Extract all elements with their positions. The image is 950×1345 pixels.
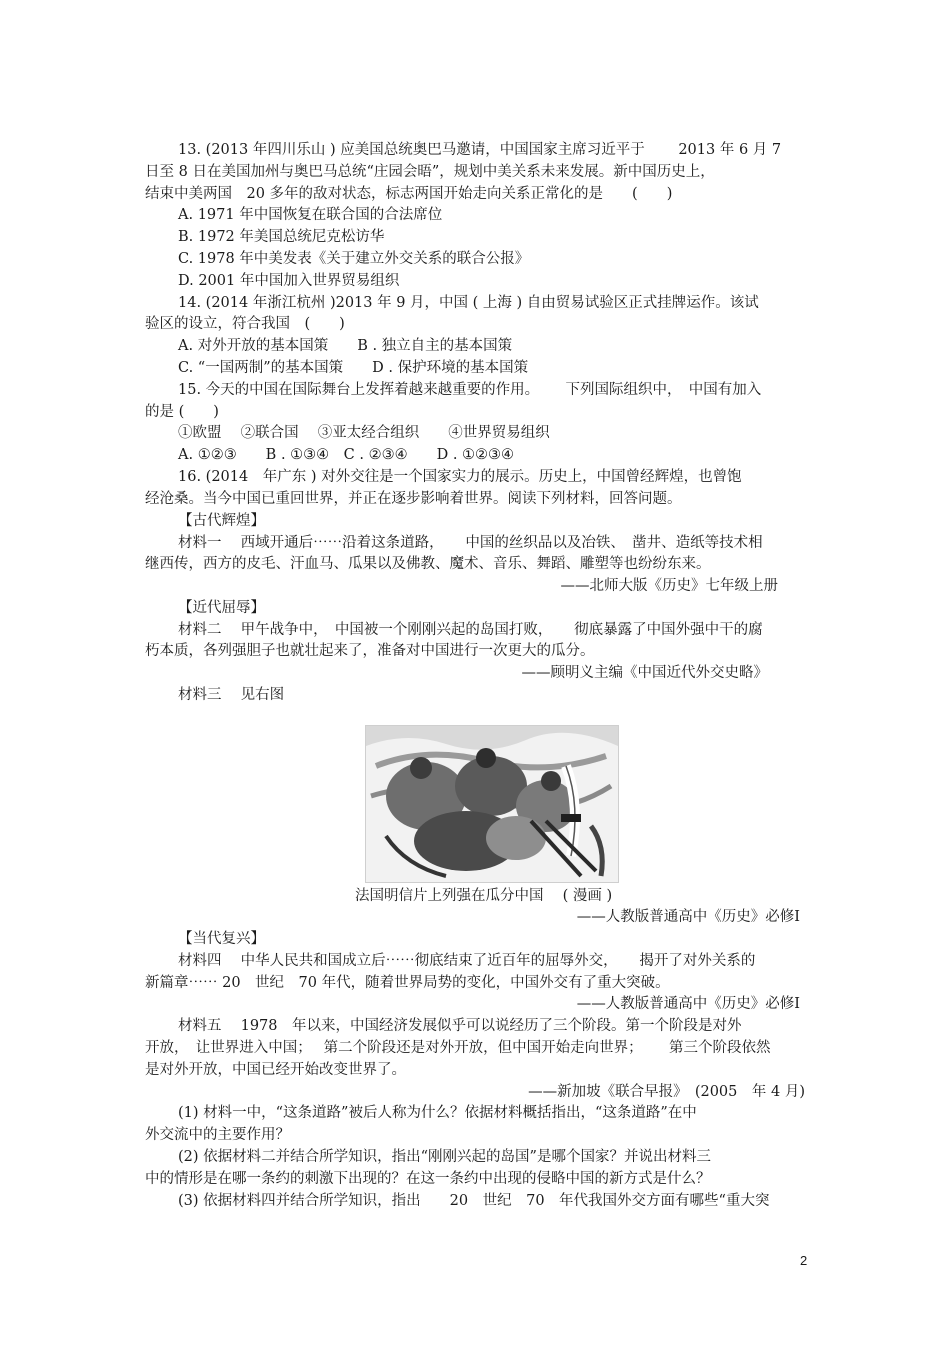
q13-option-c: C. 1978 年中美发表《关于建立外交关系的联合公报》 [178,251,530,267]
q14-options-cd: C. “一国两制”的基本国策 D . 保护环境的基本国策 [178,360,529,376]
q16-sub2-line-2: 中的情形是在哪一条约的刺激下出现的？在这一条约中出现的侵略中国的新方式是什么？ [145,1171,711,1187]
q16-sub1-line-2: 外交流中的主要作用？ [145,1127,290,1143]
material-4-line-1: 材料四 中华人民共和国成立后⋯⋯彻底结束了近百年的屈辱外交， 揭开了对外关系的 [178,953,756,969]
material-3-line: 材料三 见右图 [178,687,285,703]
q16-sub3-line-1: (3) 依据材料四并结合所学知识，指出 20 世纪 70 年代我国外交方面有哪些“重大突 [178,1193,770,1209]
q15-line-2: 的是 ( ) [145,404,219,420]
q13-option-d: D. 2001 年中国加入世界贸易组织 [178,273,400,289]
q15-options: A. ①②③ B . ①③④ C . ②③④ D . ①②③④ [178,447,515,463]
cartoon-illustration [365,725,619,883]
q14-line-2: 验区的设立，符合我国 ( ) [145,316,345,332]
q14-options-ab: A. 对外开放的基本国策 B . 独立自主的基本国策 [178,338,513,354]
figure-source: ——人教版普通高中《历史》必修Ⅰ [576,909,800,925]
material-4-source: ——人教版普通高中《历史》必修Ⅰ [576,996,800,1012]
figure-caption: 法国明信片上列强在瓜分中国 ( 漫画 ) [355,888,613,904]
material-2-line-2: 朽本质，各列强胆子也就壮起来了，准备对中国进行一次更大的瓜分。 [145,643,595,659]
q16-sub1-line-1: (1) 材料一中，“这条道路”被后人称为什么？依据材料概括指出，“这条道路”在中 [178,1105,697,1121]
material-2-line-1: 材料二 甲午战争中， 中国被一个刚刚兴起的岛国打败， 彻底暴露了中国外强中干的腐 [178,622,763,638]
material-1-line-1: 材料一 西域开通后⋯⋯沿着这条道路， 中国的丝织品以及冶铁、 凿井、造纸等技术相 [178,535,763,551]
material-5-line-2: 开放， 让世界进入中国； 第二个阶段还是对外开放，但中国开始走向世界； 第三个阶段依然 [145,1040,771,1056]
q13-line-2: 日至 8 日在美国加州与奥巴马总统“庄园会晤”，规划中美关系未来发展。新中国历史上， [145,164,715,180]
material-4-line-2: 新篇章⋯⋯ 20 世纪 70 年代，随着世界局势的变化，中国外交有了重大突破。 [145,975,670,991]
q16-line-2: 经沧桑。当今中国已重回世界，并正在逐步影响着世界。阅读下列材料，回答问题。 [145,491,682,507]
q13-option-a: A. 1971 年中国恢复在联合国的合法席位 [178,207,443,223]
section-heading-ancient: 【古代辉煌】 [178,513,265,529]
q16-sub2-line-1: (2) 依据材料二并结合所学知识，指出“刚刚兴起的岛国”是哪个国家？并说出材料三 [178,1149,711,1165]
q16-line-1: 16. (2014 年广东 ) 对外交往是一个国家实力的展示。历史上，中国曾经辉煌，也曾饱 [178,469,742,485]
material-5-line-1: 材料五 1978 年以来，中国经济发展似乎可以说经历了三个阶段。第一个阶段是对外 [178,1018,742,1034]
q13-option-b: B. 1972 年美国总统尼克松访华 [178,229,385,245]
q14-line-1: 14. (2014 年浙江杭州 )2013 年 9 月，中国 ( 上海 ) 自由贸易试验区正式挂牌运作。该试 [178,295,759,311]
material-2-source: ——顾明义主编《中国近代外交史略》 [521,665,768,681]
page-number: 2 [800,1253,808,1268]
q13-line-3: 结束中美两国 20 多年的敌对状态，标志两国开始走向关系正常化的是 ( ) [145,186,673,202]
cartoon-drawing-icon [366,726,618,882]
section-heading-modern: 【近代屈辱】 [178,600,265,616]
material-5-line-3: 是对外开放，中国已经开始改变世界了。 [145,1062,406,1078]
material-5-source: ——新加坡《联合早报》 (2005 年 4 月) [528,1084,805,1100]
q15-line-1: 15. 今天的中国在国际舞台上发挥着越来越重要的作用。 下列国际组织中， 中国有加入 [178,382,762,398]
material-1-line-2: 继西传，西方的皮毛、汗血马、瓜果以及佛教、魔术、音乐、舞蹈、雕塑等也纷纷东来。 [145,556,711,572]
material-1-source: ——北师大版《历史》七年级上册 [560,578,778,594]
section-heading-contemporary: 【当代复兴】 [178,931,265,947]
q15-items: ①欧盟 ②联合国 ③亚太经合组织 ④世界贸易组织 [178,425,550,441]
q13-line-1: 13. (2013 年四川乐山 ) 应美国总统奥巴马邀请，中国国家主席习近平于 2013 年 6 月 7 [178,142,782,158]
